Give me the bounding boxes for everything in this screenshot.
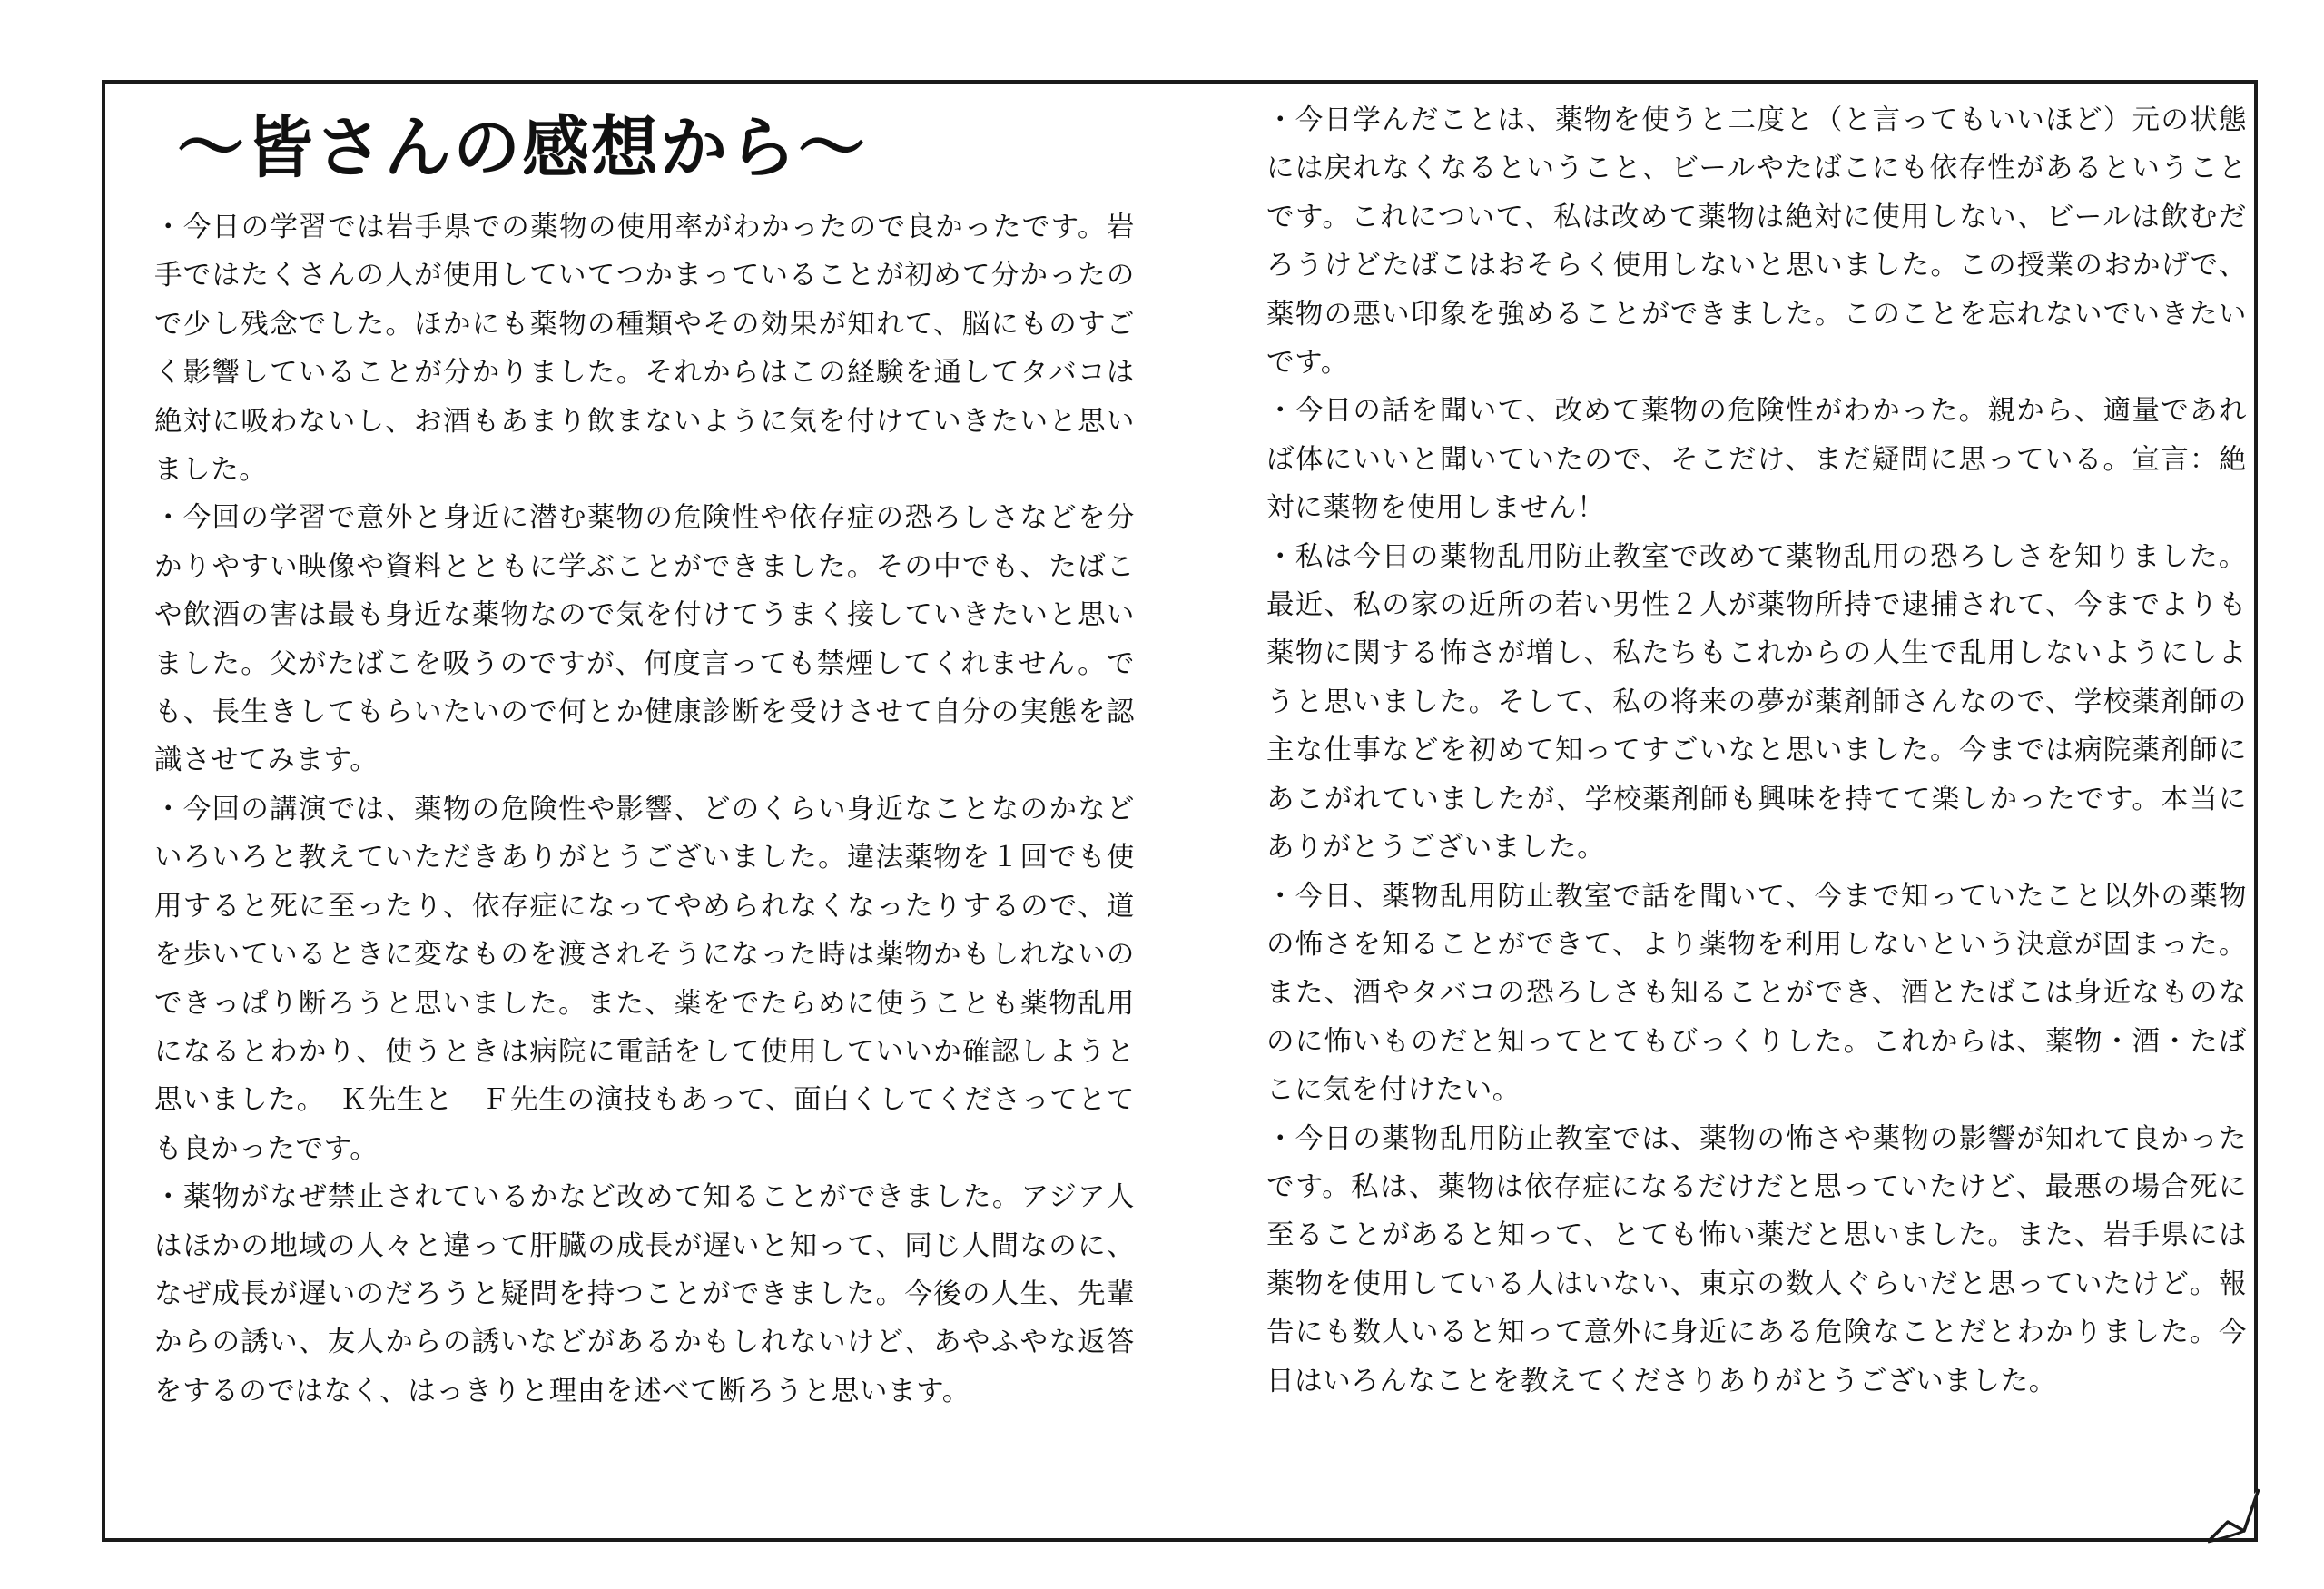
- comment-entry: ・薬物がなぜ禁止されているかなど改めて知ることができました。アジア人はほかの地域の人々と違って肝臓の成長が遅いと知って、同じ人間なのに、なぜ成長が遅いのだろうと疑問を持つことができました。今後の人生、先輩からの誘い、友人からの誘いなどがあるかもしれないけど、あやふやな返答をするのではなく、はっきりと理由を述べて断ろうと思います。: [154, 1181, 1135, 1407]
- comment-entry: ・今日の薬物乱用防止教室では、薬物の怖さや薬物の影響が知れて良かったです。私は、薬物は依存症になるだけだと思っていたけど、最悪の場合死に至ることがあると知って、とても怖い薬だと思いました。また、岩手県には薬物を使用している人はいない、東京の数人ぐらいだと思っていたけど。報告にも数人いると知って意外に身近にある危険なことだとわかりました。今日はいろんなことを教えてくださりありがとうございました。: [1266, 1122, 2247, 1397]
- page-title: ～皆さんの感想から～: [177, 109, 867, 187]
- comment-entry: ・今回の学習で意外と身近に潜む薬物の危険性や依存症の恐ろしさなどを分かりやすい映像や資料とともに学ぶことができました。その中でも、たばこや飲酒の害は最も身近な薬物なので気を付けてうまく接していきたいと思いました。父がたばこを吸うのですが、何度言っても禁煙してくれません。でも、長生きしてもらいたいので何とか健康診断を受けさせて自分の実態を認識させてみます。: [154, 502, 1135, 777]
- page-curl-icon: [2204, 1485, 2262, 1545]
- comments-right-column: [1266, 96, 2247, 1406]
- comment-entry: ・今回の講演では、薬物の危険性や影響、どのくらい身近なことなのかなどいろいろと教えていただきありがとうございました。違法薬物を１回でも使用すると死に至ったり、依存症になってやめられなくなったりするので、道を歩いているときに変なものを渡されそうになった時は薬物かもしれないのできっぱり断ろうと思いました。また、薬をでたらめに使うことも薬物乱用になるとわかり、使うときは病院に電話をして使用していいか確認しようと思いました。 Ｋ先生と Ｆ先生の演技もあって、面白くしてくださってとても良かったです。: [154, 793, 1135, 1165]
- comment-entry: ・今日の学習では岩手県での薬物の使用率がわかったので良かったです。岩手ではたくさんの人が使用していてつかまっていることが初めて分かったので少し残念でした。ほかにも薬物の種類やその効果が知れて、脳にものすごく影響していることが分かりました。それからはこの経験を通してタバコは絶対に吸わないし、お酒もあまり飲まないように気を付けていきたいと思いました。: [154, 212, 1135, 487]
- comments-left-column: [154, 203, 1135, 1416]
- comment-entry: ・今日学んだことは、薬物を使うと二度と（と言ってもいいほど）元の状態には戻れなくなるということ、ビールやたばこにも依存性があるということです。これについて、私は改めて薬物は絶対に使用しない、ビールは飲むだろうけどたばこはおそらく使用しないと思いました。この授業のおかげで、薬物の悪い印象を強めることができました。このことを忘れないでいきたいです。: [1266, 104, 2247, 380]
- comment-entry: ・今日、薬物乱用防止教室で話を聞いて、今まで知っていたこと以外の薬物の怖さを知ることができて、より薬物を利用しないという決意が固まった。また、酒やタバコの恐ろしさも知ることができ、酒とたばこは身近なものなのに怖いものだと知ってとてもびっくりした。これからは、薬物・酒・たばこに気を付けたい。: [1266, 880, 2247, 1107]
- comment-entry: ・私は今日の薬物乱用防止教室で改めて薬物乱用の恐ろしさを知りました。最近、私の家の近所の若い男性２人が薬物所持で逮捕されて、今までよりも薬物に関する怖さが増し、私たちもこれからの人生で乱用しないようにしようと思いました。そして、私の将来の夢が薬剤師さんなので、学校薬剤師の主な仕事などを初めて知ってすごいなと思いました。今までは病院薬剤師にあこがれていましたが、学校薬剤師も興味を持てて楽しかったです。本当にありがとうございました。: [1266, 540, 2247, 864]
- comment-entry: ・今日の話を聞いて、改めて薬物の危険性がわかった。親から、適量であれば体にいいと聞いていたので、そこだけ、まだ疑問に思っている。宣言：絶対に薬物を使用しません！: [1266, 395, 2247, 525]
